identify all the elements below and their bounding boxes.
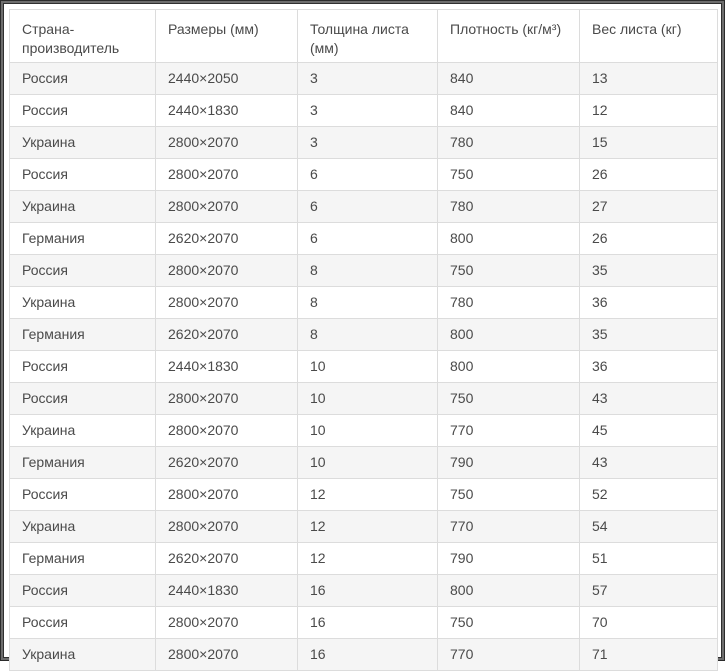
table-row bbox=[10, 447, 718, 479]
country-cell: Россия bbox=[10, 63, 156, 95]
weight-cell: 43 bbox=[580, 447, 718, 479]
country-cell: Россия bbox=[10, 255, 156, 287]
density-cell: 750 bbox=[438, 255, 580, 287]
country-cell: Германия bbox=[10, 319, 156, 351]
table-row bbox=[10, 415, 718, 447]
table-row bbox=[10, 319, 718, 351]
density-cell: 750 bbox=[438, 383, 580, 415]
density-cell: 840 bbox=[438, 95, 580, 127]
country-cell: Россия bbox=[10, 479, 156, 511]
table-row bbox=[10, 639, 718, 671]
thickness-cell: 12 bbox=[298, 543, 438, 575]
size-cell: 2800×2070 bbox=[156, 415, 298, 447]
thickness-cell: 16 bbox=[298, 639, 438, 671]
header-thickness: Толщина листа (мм) bbox=[298, 10, 438, 63]
size-cell: 2800×2070 bbox=[156, 127, 298, 159]
table-row bbox=[10, 575, 718, 607]
size-cell: 2800×2070 bbox=[156, 287, 298, 319]
header-country: Страна-производитель bbox=[10, 10, 156, 63]
weight-cell: 71 bbox=[580, 639, 718, 671]
table-row bbox=[10, 255, 718, 287]
weight-cell: 52 bbox=[580, 479, 718, 511]
table-row bbox=[10, 479, 718, 511]
thickness-cell: 12 bbox=[298, 511, 438, 543]
plywood-specs-table bbox=[9, 9, 718, 671]
table-body bbox=[10, 63, 718, 671]
country-cell: Россия bbox=[10, 607, 156, 639]
table-row bbox=[10, 511, 718, 543]
table-row bbox=[10, 191, 718, 223]
weight-cell: 12 bbox=[580, 95, 718, 127]
size-cell: 2440×2050 bbox=[156, 63, 298, 95]
thickness-cell: 10 bbox=[298, 383, 438, 415]
size-cell: 2440×1830 bbox=[156, 351, 298, 383]
country-cell: Германия bbox=[10, 543, 156, 575]
country-cell: Украина bbox=[10, 191, 156, 223]
thickness-cell: 10 bbox=[298, 447, 438, 479]
weight-cell: 45 bbox=[580, 415, 718, 447]
size-cell: 2800×2070 bbox=[156, 511, 298, 543]
thickness-cell: 6 bbox=[298, 191, 438, 223]
table-row bbox=[10, 95, 718, 127]
size-cell: 2800×2070 bbox=[156, 159, 298, 191]
density-cell: 770 bbox=[438, 639, 580, 671]
weight-cell: 70 bbox=[580, 607, 718, 639]
weight-cell: 36 bbox=[580, 351, 718, 383]
table-row bbox=[10, 351, 718, 383]
thickness-cell: 16 bbox=[298, 607, 438, 639]
country-cell: Украина bbox=[10, 127, 156, 159]
table-row bbox=[10, 223, 718, 255]
density-cell: 750 bbox=[438, 607, 580, 639]
header-row bbox=[10, 10, 718, 63]
density-cell: 800 bbox=[438, 575, 580, 607]
thickness-cell: 12 bbox=[298, 479, 438, 511]
table-row bbox=[10, 127, 718, 159]
size-cell: 2800×2070 bbox=[156, 639, 298, 671]
size-cell: 2800×2070 bbox=[156, 479, 298, 511]
thickness-cell: 8 bbox=[298, 287, 438, 319]
table-row bbox=[10, 383, 718, 415]
country-cell: Украина bbox=[10, 287, 156, 319]
weight-cell: 54 bbox=[580, 511, 718, 543]
size-cell: 2620×2070 bbox=[156, 543, 298, 575]
thickness-cell: 10 bbox=[298, 351, 438, 383]
header-density: Плотность (кг/м³) bbox=[438, 10, 580, 63]
header-weight: Вес листа (кг) bbox=[580, 10, 718, 63]
size-cell: 2440×1830 bbox=[156, 95, 298, 127]
table-row bbox=[10, 287, 718, 319]
thickness-cell: 3 bbox=[298, 127, 438, 159]
density-cell: 780 bbox=[438, 191, 580, 223]
thickness-cell: 8 bbox=[298, 319, 438, 351]
country-cell: Россия bbox=[10, 383, 156, 415]
table-row bbox=[10, 159, 718, 191]
weight-cell: 26 bbox=[580, 223, 718, 255]
size-cell: 2800×2070 bbox=[156, 383, 298, 415]
size-cell: 2800×2070 bbox=[156, 255, 298, 287]
density-cell: 800 bbox=[438, 223, 580, 255]
thickness-cell: 10 bbox=[298, 415, 438, 447]
density-cell: 750 bbox=[438, 479, 580, 511]
weight-cell: 35 bbox=[580, 319, 718, 351]
country-cell: Россия bbox=[10, 159, 156, 191]
country-cell: Германия bbox=[10, 447, 156, 479]
density-cell: 800 bbox=[438, 351, 580, 383]
density-cell: 780 bbox=[438, 127, 580, 159]
country-cell: Россия bbox=[10, 575, 156, 607]
thickness-cell: 16 bbox=[298, 575, 438, 607]
weight-cell: 57 bbox=[580, 575, 718, 607]
thickness-cell: 3 bbox=[298, 95, 438, 127]
density-cell: 840 bbox=[438, 63, 580, 95]
table-row bbox=[10, 607, 718, 639]
size-cell: 2800×2070 bbox=[156, 607, 298, 639]
table-row bbox=[10, 543, 718, 575]
density-cell: 780 bbox=[438, 287, 580, 319]
weight-cell: 13 bbox=[580, 63, 718, 95]
weight-cell: 26 bbox=[580, 159, 718, 191]
density-cell: 800 bbox=[438, 319, 580, 351]
density-cell: 790 bbox=[438, 447, 580, 479]
country-cell: Россия bbox=[10, 351, 156, 383]
country-cell: Украина bbox=[10, 415, 156, 447]
weight-cell: 36 bbox=[580, 287, 718, 319]
country-cell: Германия bbox=[10, 223, 156, 255]
weight-cell: 15 bbox=[580, 127, 718, 159]
table-header bbox=[10, 10, 718, 63]
header-size: Размеры (мм) bbox=[156, 10, 298, 63]
size-cell: 2620×2070 bbox=[156, 223, 298, 255]
density-cell: 770 bbox=[438, 511, 580, 543]
thickness-cell: 3 bbox=[298, 63, 438, 95]
size-cell: 2800×2070 bbox=[156, 191, 298, 223]
weight-cell: 51 bbox=[580, 543, 718, 575]
thickness-cell: 6 bbox=[298, 223, 438, 255]
density-cell: 770 bbox=[438, 415, 580, 447]
thickness-cell: 8 bbox=[298, 255, 438, 287]
density-cell: 790 bbox=[438, 543, 580, 575]
size-cell: 2620×2070 bbox=[156, 447, 298, 479]
weight-cell: 35 bbox=[580, 255, 718, 287]
country-cell: Россия bbox=[10, 95, 156, 127]
table-row bbox=[10, 63, 718, 95]
size-cell: 2620×2070 bbox=[156, 319, 298, 351]
weight-cell: 43 bbox=[580, 383, 718, 415]
density-cell: 750 bbox=[438, 159, 580, 191]
weight-cell: 27 bbox=[580, 191, 718, 223]
size-cell: 2440×1830 bbox=[156, 575, 298, 607]
country-cell: Украина bbox=[10, 639, 156, 671]
country-cell: Украина bbox=[10, 511, 156, 543]
thickness-cell: 6 bbox=[298, 159, 438, 191]
